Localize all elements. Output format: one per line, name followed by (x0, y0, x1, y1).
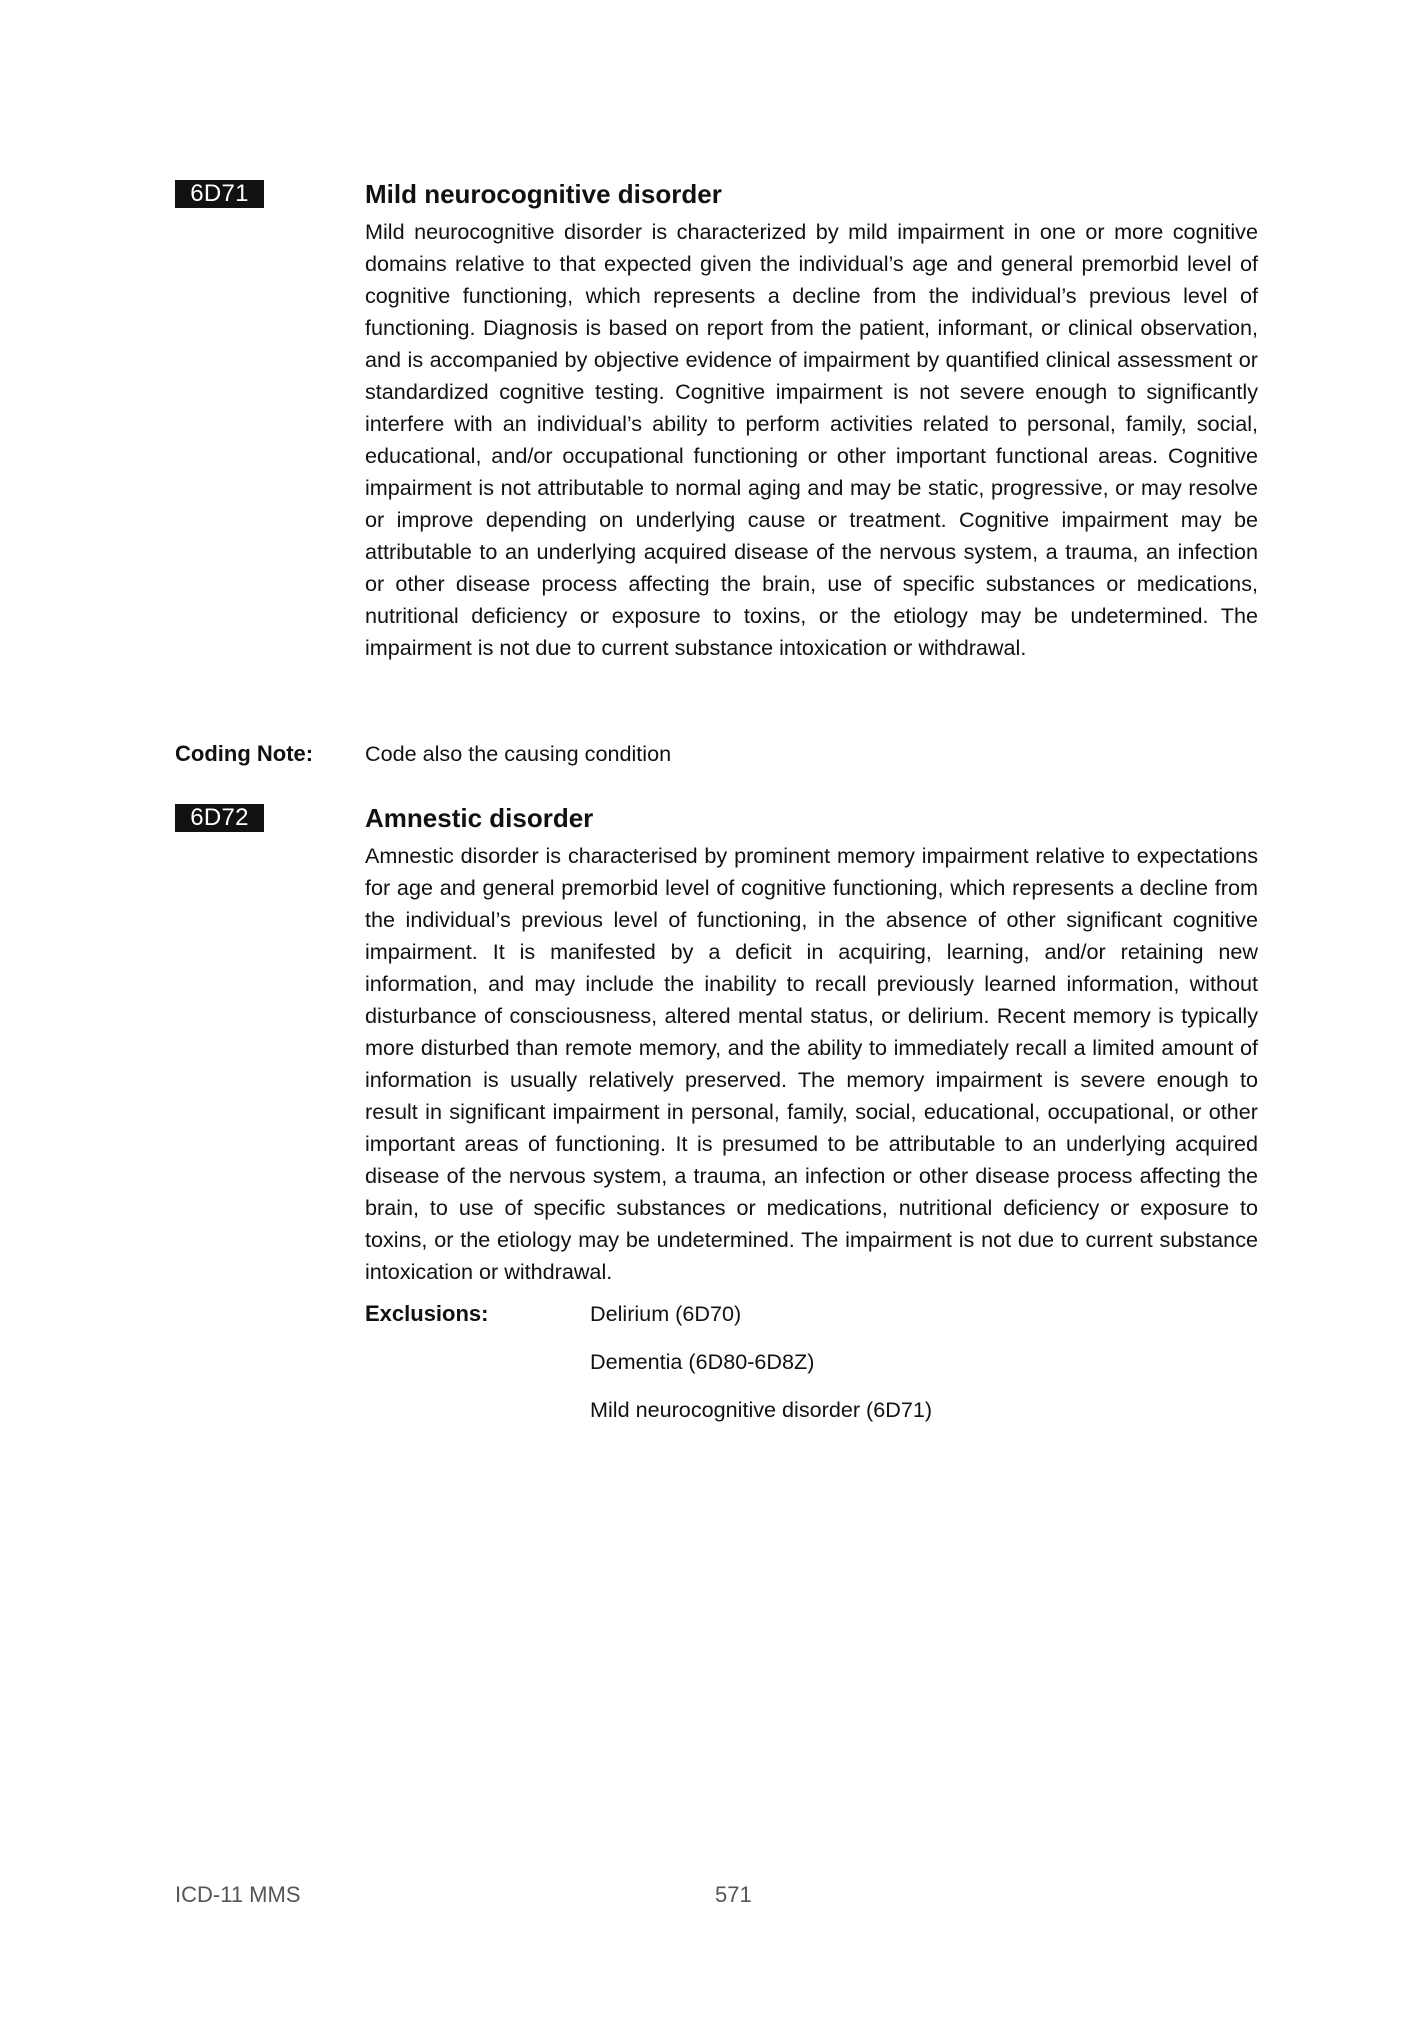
exclusion-item: Mild neurocognitive disorder (6D71) (590, 1397, 933, 1422)
entry-body (365, 180, 1258, 664)
exclusion-item: Dementia (6D80-6D8Z) (590, 1349, 815, 1374)
code-badge: 6D71 (175, 180, 264, 208)
entry-body (365, 804, 1258, 1458)
code-badge: 6D72 (175, 804, 264, 832)
exclusions-list (590, 1298, 932, 1442)
exclusion-item: Delirium (6D70) (590, 1301, 742, 1326)
coding-note-text: Code also the causing condition (365, 741, 672, 766)
entry-title: Mild neurocognitive disorder (365, 179, 722, 209)
entry-title: Amnestic disorder (365, 803, 594, 833)
exclusions-label: Exclusions: (365, 1301, 489, 1326)
footer-page-number: 571 (715, 1882, 752, 1907)
exclusions-block (365, 1298, 1258, 1458)
entry-description: Mild neurocognitive disorder is characterized by mild impairment in one or more cognitive domains relative to that expected given the individual’s age and general premorbid level of cognitive functioning, which represents a decline from the individual’s previous level of functioning. Diagnosis is based on report from the patient, informant, or clinical observation, and is accompanied by objective evidence of impairment by quantified clinical assessment or standardized cognitive testing. Cognitive impairment is not severe enough to significantly interfere with an individual’s ability to perform activities related to personal, family, social, educational, and/or occupational functioning or other important functional areas. Cognitive impairment is not attributable to normal aging and may be static, progressive, or may resolve or improve depending on underlying cause or treatment. Cognitive impairment may be attributable to an underlying acquired disease of the nervous system, a trauma, an infection or other disease process affecting the brain, use of specific substances or medications, nutritional deficiency or exposure to toxins, or the etiology may be undetermined. The impairment is not due to current substance intoxication or withdrawal. (365, 219, 1258, 660)
entry-description: Amnestic disorder is characterised by prominent memory impairment relative to expectations for age and general premorbid level of cognitive functioning, which represents a decline from the individual’s previous level of functioning, in the absence of other significant cognitive impairment. It is manifested by a deficit in acquiring, learning, and/or retaining new information, and may include the inability to recall previously learned information, without disturbance of consciousness, altered mental status, or delirium. Recent memory is typically more disturbed than remote memory, and the ability to immediately recall a limited amount of information is usually relatively preserved. The memory impairment is severe enough to result in significant impairment in personal, family, social, educational, occupational, or other important areas of functioning. It is presumed to be attributable to an underlying acquired disease of the nervous system, a trauma, an infection or other disease process affecting the brain, to use of specific substances or medications, nutritional deficiency or exposure to toxins, or the etiology may be undetermined. The impairment is not due to current substance intoxication or withdrawal. (365, 843, 1258, 1284)
footer-source: ICD-11 MMS (175, 1882, 301, 1907)
coding-note-label: Coding Note: (175, 741, 314, 766)
